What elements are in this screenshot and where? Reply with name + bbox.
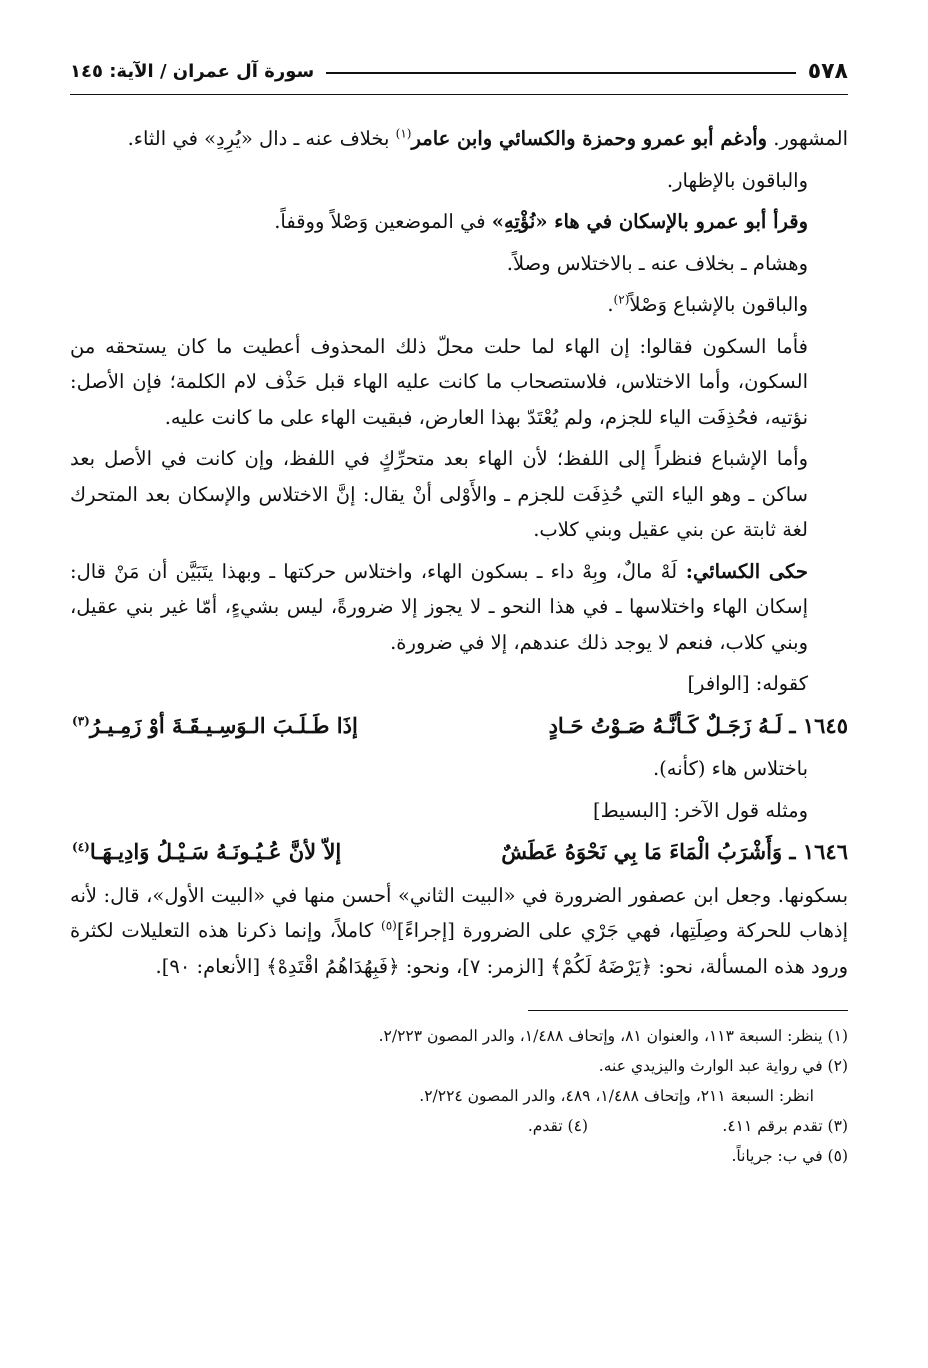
paragraph: حكى الكسائي: لَهْ مالٌ، وبِهْ داء ـ بسكون الهاء، واختلاس حركتها ـ وبهذا يتَبَيَّن أن مَنْ قال: إسكان الهاء واختلاسها ـ في هذا النحو ـ لا يجوز إلا ضرورةً، ليس بشيءٍ، أمّا غير بني عقيل، وبني كلاب، فنعم لا يوجد ذلك عندهم، إلا في ضرورة.: [70, 559, 808, 654]
footnote-continuation: انظر: السبعة ٢١١، وإتحاف ١/٤٨٨، ٤٨٩، والدر المصون ٢/٢٢٤.: [419, 1087, 814, 1105]
paragraph: المشهور. وأدغم أبو عمرو وحمزة والكسائي وابن عامر$^{(١)}$ بخلاف عنه ـ دال «يُرِدِ» في الثاء.: [127, 126, 848, 150]
paragraph: والباقون بالإظهار.: [666, 168, 808, 192]
verse-second-hemistich: إذَا طَـلَـبَ الـوَسِـيـقَـةَ أوْ زَمِـيـرُ$^{(٣)}$: [72, 712, 358, 738]
paragraph: باختلاس هاء (كأنه).: [652, 757, 808, 780]
paragraph: والباقون بالإشباع وَصْلاً$^{(٢)}$.: [607, 292, 808, 316]
paragraph: وقرأ أبو عمرو بالإسكان في هاء «نُؤْتِهِ» في الموضعين وَصْلاً ووقفاً.: [274, 210, 808, 233]
running-header: [70, 50, 848, 92]
header-divider: [70, 94, 848, 95]
paragraph: ومثله قول الآخر: [البسيط]: [593, 798, 808, 822]
verse-line: [70, 834, 848, 870]
footnote: (٣) تقدم برقم ٤١١.: [722, 1117, 848, 1135]
footnotes: [70, 1021, 848, 1171]
running-title: سورة آل عمران / الآية: ١٤٥: [70, 60, 315, 82]
footnote: (٤) تقدم.: [527, 1117, 588, 1135]
footnote-ref: (١): [395, 126, 412, 141]
footnote-pair: [70, 1111, 848, 1141]
header-rule: [326, 72, 796, 74]
verse-line: [70, 708, 848, 744]
footnote: (٥) في ب: جرياناً.: [731, 1147, 848, 1165]
paragraph: وهشام ـ بخلاف عنه ـ بالاختلاس وصلاً.: [506, 251, 808, 275]
verse-first-hemistich: ١٦٤٦ ـ وَأَشْرَبُ الْمَاءَ مَا بِي نَحْوَهُ عَطَشٌ: [501, 839, 848, 864]
main-text: [70, 121, 848, 984]
verse-first-hemistich: ١٦٤٥ ـ لَـهُ زَجَـلٌ كَـأنَّـهُ صَـوْتُ حَـادٍ: [548, 712, 848, 738]
page-number: ٥٧٨: [807, 58, 848, 84]
footnote-ref: (٤): [72, 840, 90, 854]
paragraph: وأما الإشباع فنظراً إلى اللفظ؛ لأن الهاء بعد متحرِّكٍ في اللفظ، وإن كانت في الأصل بعد ساكن ـ وهو الياء التي حُذِفَت للجزم ـ والأَوْلى أنْ يقال: إنَّ الاختلاس والإسكان بعد المتحرك لغة ثابتة عن بني عقيل وبني كلاب.: [70, 447, 808, 541]
book-page: [70, 50, 848, 1350]
footnote: (١) ينظر: السبعة ١١٣، والعنوان ٨١، وإتحاف ١/٤٨٨، والدر المصون ٢/٢٢٣.: [378, 1027, 848, 1045]
footnote-separator: [528, 1010, 848, 1011]
paragraph: كقوله: [الوافر]: [687, 672, 808, 695]
footnote: (٢) في رواية عبد الوارث واليزيدي عنه.: [598, 1057, 848, 1075]
paragraph: فأما السكون فقالوا: إن الهاء لما حلت محلّ ذلك المحذوف أعطيت ما كان يستحقه من السكون، وأما الاختلاس، فلاستصحاب ما كانت عليه الهاء قبل حَذْف لام الكلمة؛ فإن الأصل: نؤتيه، فحُذِفَت الياء للجزم، ولم يُعْتَدّ بهذا العارض، فبقيت الهاء على ما كانت عليه.: [70, 334, 808, 429]
paragraph: بسكونها. وجعل ابن عصفور الضرورة في «البيت الثاني» أحسن منها في «البيت الأول»، قال: لأنه إذهاب للحركة وصِلَتِها، فهي جَرْي على الضرورة [إجراءً]$^{(٥)}$ كاملاً، وإنما ذكرنا هذه التعليلات لكثرة ورود هذه المسألة، نحو: ﴿يَرْضَهُ لَكُمْ﴾ [الزمر: ٧]، ونحو: ﴿فَبِهُدَاهُمُ اقْتَدِهْ﴾ [الأنعام: ٩٠].: [70, 883, 848, 978]
verse-second-hemistich: إلاّ لأنَّ عُـيُـونَـهُ سَـيْـلُ وَادِيـهَـا$^{(٤)}$: [72, 839, 342, 864]
footnote-ref: (٢): [613, 292, 630, 307]
footnote-ref: (٥): [381, 918, 397, 933]
footnote-ref: (٣): [72, 713, 90, 728]
